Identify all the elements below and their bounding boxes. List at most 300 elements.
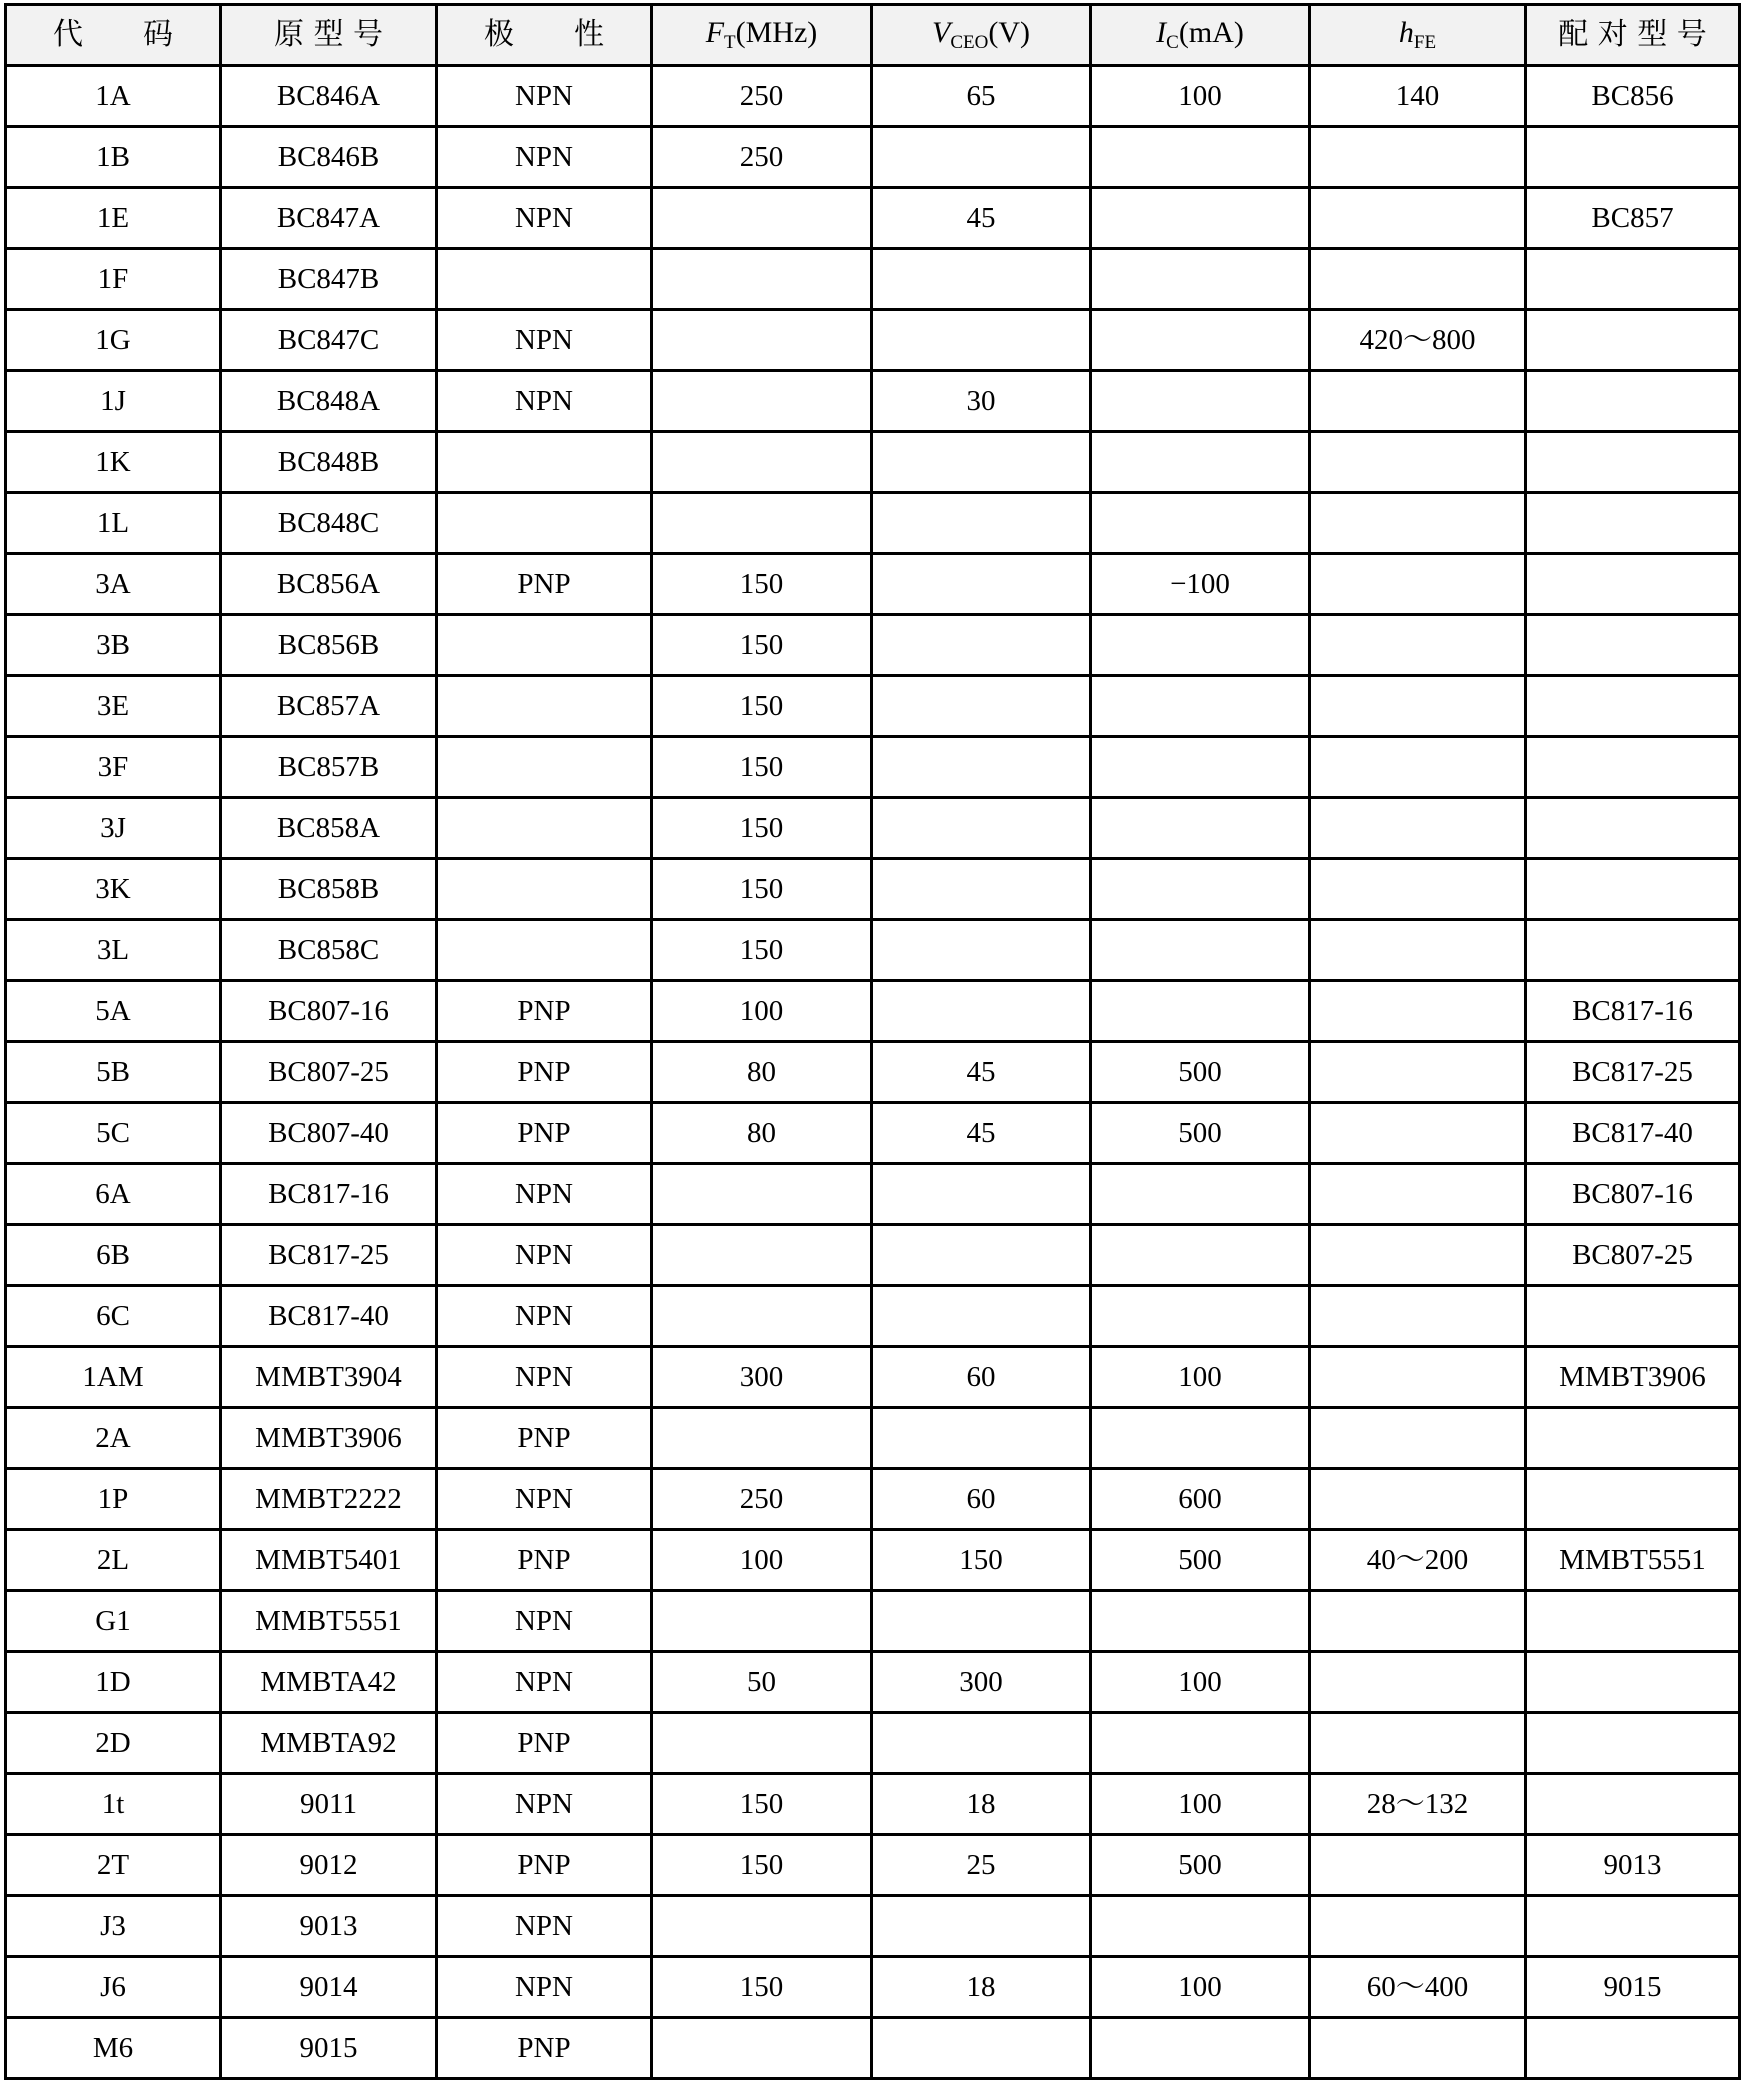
cell-hfe [1310, 2018, 1526, 2079]
cell-code: 1J [6, 371, 221, 432]
cell-vceo [872, 1896, 1091, 1957]
header-model [221, 5, 437, 66]
cell-ic [1091, 2018, 1310, 2079]
cell-code: 6C [6, 1286, 221, 1347]
header-hfe-symbol: h [1398, 16, 1414, 49]
table-row [6, 1286, 1740, 1347]
cell-hfe [1310, 1652, 1526, 1713]
cell-hfe [1310, 1591, 1526, 1652]
cell-vceo [872, 554, 1091, 615]
cell-pair [1526, 859, 1740, 920]
cell-polarity [437, 432, 652, 493]
cell-ic [1091, 432, 1310, 493]
cell-ic [1091, 1591, 1310, 1652]
cell-code: 2A [6, 1408, 221, 1469]
table-row [6, 1835, 1740, 1896]
cell-pair [1526, 615, 1740, 676]
cell-code: 3J [6, 798, 221, 859]
cell-hfe [1310, 920, 1526, 981]
cell-model: 9012 [221, 1835, 437, 1896]
cell-model: BC807-16 [221, 981, 437, 1042]
cell-pair [1526, 554, 1740, 615]
header-ft-symbol: F [705, 16, 725, 49]
table-row [6, 1591, 1740, 1652]
table-body [6, 66, 1740, 2079]
cell-polarity: NPN [437, 1774, 652, 1835]
cell-ft: 150 [652, 737, 872, 798]
cell-model: MMBT5551 [221, 1591, 437, 1652]
cell-polarity: PNP [437, 554, 652, 615]
cell-code: 2L [6, 1530, 221, 1591]
cell-polarity: NPN [437, 1957, 652, 2018]
cell-model: 9011 [221, 1774, 437, 1835]
cell-ft [652, 188, 872, 249]
table-row [6, 981, 1740, 1042]
cell-vceo [872, 737, 1091, 798]
cell-ft: 150 [652, 1774, 872, 1835]
cell-vceo: 60 [872, 1469, 1091, 1530]
table-row [6, 249, 1740, 310]
cell-ic [1091, 737, 1310, 798]
cell-pair [1526, 1713, 1740, 1774]
cell-vceo [872, 493, 1091, 554]
cell-code: 2D [6, 1713, 221, 1774]
cell-polarity: NPN [437, 66, 652, 127]
cell-ft [652, 1896, 872, 1957]
cell-hfe [1310, 737, 1526, 798]
cell-polarity: PNP [437, 2018, 652, 2079]
cell-vceo: 45 [872, 188, 1091, 249]
cell-ic: 500 [1091, 1835, 1310, 1896]
cell-ft: 150 [652, 615, 872, 676]
cell-pair: MMBT5551 [1526, 1530, 1740, 1591]
cell-polarity: NPN [437, 371, 652, 432]
cell-code: 1G [6, 310, 221, 371]
header-vceo-unit: (V) [988, 16, 1030, 49]
header-polarity-label: 极 性 [484, 17, 604, 52]
cell-hfe [1310, 1896, 1526, 1957]
cell-model: BC817-16 [221, 1164, 437, 1225]
header-ic [1091, 5, 1310, 66]
cell-vceo: 60 [872, 1347, 1091, 1408]
cell-vceo [872, 798, 1091, 859]
table-row [6, 737, 1740, 798]
cell-vceo [872, 1713, 1091, 1774]
cell-polarity [437, 920, 652, 981]
cell-ic [1091, 1408, 1310, 1469]
cell-pair [1526, 676, 1740, 737]
cell-ic: 100 [1091, 1652, 1310, 1713]
cell-model: BC848A [221, 371, 437, 432]
cell-polarity: NPN [437, 1286, 652, 1347]
cell-code: 3B [6, 615, 221, 676]
table-row [6, 1347, 1740, 1408]
cell-ic [1091, 859, 1310, 920]
table-row [6, 310, 1740, 371]
cell-ft: 100 [652, 1530, 872, 1591]
cell-polarity [437, 859, 652, 920]
cell-model: BC847B [221, 249, 437, 310]
header-vceo-subscript: CEO [950, 32, 989, 53]
cell-polarity [437, 493, 652, 554]
cell-code: 1A [6, 66, 221, 127]
cell-ic [1091, 920, 1310, 981]
cell-polarity: NPN [437, 127, 652, 188]
cell-vceo [872, 859, 1091, 920]
cell-code: 1t [6, 1774, 221, 1835]
cell-vceo: 45 [872, 1042, 1091, 1103]
cell-hfe [1310, 798, 1526, 859]
cell-pair [1526, 1469, 1740, 1530]
cell-code: 1AM [6, 1347, 221, 1408]
cell-ft [652, 1286, 872, 1347]
cell-ft: 300 [652, 1347, 872, 1408]
table-row [6, 676, 1740, 737]
cell-pair: MMBT3906 [1526, 1347, 1740, 1408]
cell-model: BC856B [221, 615, 437, 676]
cell-hfe [1310, 1835, 1526, 1896]
table-row [6, 188, 1740, 249]
header-polarity [437, 5, 652, 66]
cell-model: BC846A [221, 66, 437, 127]
cell-hfe: 140 [1310, 66, 1526, 127]
cell-vceo: 300 [872, 1652, 1091, 1713]
cell-ic: 100 [1091, 1774, 1310, 1835]
cell-hfe [1310, 371, 1526, 432]
cell-pair [1526, 493, 1740, 554]
cell-vceo [872, 249, 1091, 310]
cell-pair [1526, 1774, 1740, 1835]
cell-hfe [1310, 1347, 1526, 1408]
cell-model: MMBTA42 [221, 1652, 437, 1713]
cell-model: BC857A [221, 676, 437, 737]
table-row [6, 615, 1740, 676]
cell-vceo [872, 310, 1091, 371]
cell-model: BC858A [221, 798, 437, 859]
cell-hfe [1310, 1164, 1526, 1225]
header-ft-subscript: T [724, 32, 736, 53]
cell-code: 1F [6, 249, 221, 310]
cell-vceo [872, 432, 1091, 493]
cell-code: 3F [6, 737, 221, 798]
cell-model: 9014 [221, 1957, 437, 2018]
cell-ic [1091, 615, 1310, 676]
cell-pair: BC817-25 [1526, 1042, 1740, 1103]
cell-vceo [872, 981, 1091, 1042]
cell-vceo: 65 [872, 66, 1091, 127]
cell-ic [1091, 188, 1310, 249]
cell-ic [1091, 1225, 1310, 1286]
cell-code: 5B [6, 1042, 221, 1103]
cell-ic [1091, 249, 1310, 310]
cell-pair [1526, 371, 1740, 432]
cell-polarity: NPN [437, 1347, 652, 1408]
cell-polarity: NPN [437, 188, 652, 249]
cell-model: BC817-25 [221, 1225, 437, 1286]
header-code [6, 5, 221, 66]
cell-vceo [872, 127, 1091, 188]
cell-ft: 80 [652, 1103, 872, 1164]
cell-pair: BC817-16 [1526, 981, 1740, 1042]
table-row [6, 371, 1740, 432]
cell-ic: −100 [1091, 554, 1310, 615]
cell-pair [1526, 249, 1740, 310]
cell-ic [1091, 1713, 1310, 1774]
cell-code: 5A [6, 981, 221, 1042]
cell-hfe [1310, 1469, 1526, 1530]
cell-vceo [872, 1225, 1091, 1286]
cell-vceo [872, 920, 1091, 981]
cell-ic: 100 [1091, 1957, 1310, 2018]
cell-code: 1P [6, 1469, 221, 1530]
table-row [6, 127, 1740, 188]
cell-vceo: 18 [872, 1774, 1091, 1835]
cell-ft [652, 310, 872, 371]
cell-ft: 150 [652, 676, 872, 737]
cell-vceo [872, 615, 1091, 676]
cell-pair [1526, 310, 1740, 371]
cell-model: BC858B [221, 859, 437, 920]
cell-hfe [1310, 1408, 1526, 1469]
cell-ft: 150 [652, 859, 872, 920]
cell-code: 1E [6, 188, 221, 249]
cell-polarity [437, 249, 652, 310]
cell-ic [1091, 981, 1310, 1042]
cell-pair: BC807-16 [1526, 1164, 1740, 1225]
cell-vceo: 45 [872, 1103, 1091, 1164]
cell-code: 2T [6, 1835, 221, 1896]
cell-hfe [1310, 1042, 1526, 1103]
header-hfe [1310, 5, 1526, 66]
cell-pair [1526, 1896, 1740, 1957]
cell-ft [652, 371, 872, 432]
cell-model: BC847C [221, 310, 437, 371]
cell-ft: 100 [652, 981, 872, 1042]
cell-ft: 150 [652, 554, 872, 615]
cell-hfe: 420～800 [1310, 310, 1526, 371]
header-pair-label: 配 对 型 号 [1558, 17, 1707, 52]
table-row [6, 554, 1740, 615]
table-row [6, 432, 1740, 493]
header-ic-subscript: C [1166, 32, 1179, 53]
cell-code: 6B [6, 1225, 221, 1286]
cell-code: 1L [6, 493, 221, 554]
table-row [6, 1042, 1740, 1103]
cell-polarity: NPN [437, 310, 652, 371]
transistor-table [4, 3, 1741, 2080]
table-row [6, 859, 1740, 920]
cell-ic [1091, 493, 1310, 554]
cell-ic [1091, 1164, 1310, 1225]
cell-model: BC847A [221, 188, 437, 249]
table-row [6, 1225, 1740, 1286]
cell-model: MMBT3904 [221, 1347, 437, 1408]
cell-model: BC858C [221, 920, 437, 981]
cell-hfe [1310, 859, 1526, 920]
cell-model: MMBT2222 [221, 1469, 437, 1530]
cell-ic: 500 [1091, 1042, 1310, 1103]
cell-model: BC807-25 [221, 1042, 437, 1103]
cell-ft [652, 1408, 872, 1469]
table-row [6, 798, 1740, 859]
cell-pair [1526, 432, 1740, 493]
cell-pair [1526, 920, 1740, 981]
cell-pair [1526, 1652, 1740, 1713]
cell-ft: 50 [652, 1652, 872, 1713]
cell-hfe [1310, 615, 1526, 676]
cell-ic [1091, 1896, 1310, 1957]
cell-vceo: 25 [872, 1835, 1091, 1896]
cell-vceo [872, 1286, 1091, 1347]
cell-vceo [872, 1408, 1091, 1469]
cell-pair [1526, 737, 1740, 798]
header-ft [652, 5, 872, 66]
table-row [6, 1408, 1740, 1469]
cell-ft: 80 [652, 1042, 872, 1103]
cell-polarity [437, 737, 652, 798]
cell-model: BC856A [221, 554, 437, 615]
cell-polarity: PNP [437, 981, 652, 1042]
cell-ic [1091, 676, 1310, 737]
cell-vceo: 150 [872, 1530, 1091, 1591]
cell-vceo [872, 1591, 1091, 1652]
cell-hfe [1310, 188, 1526, 249]
header-hfe-subscript: FE [1413, 32, 1437, 53]
cell-hfe [1310, 981, 1526, 1042]
table-row [6, 493, 1740, 554]
cell-pair: BC817-40 [1526, 1103, 1740, 1164]
cell-ft [652, 1591, 872, 1652]
cell-pair: BC807-25 [1526, 1225, 1740, 1286]
cell-polarity: NPN [437, 1652, 652, 1713]
cell-model: BC857B [221, 737, 437, 798]
table-row [6, 66, 1740, 127]
cell-code: 3A [6, 554, 221, 615]
cell-polarity: PNP [437, 1530, 652, 1591]
table-row [6, 1652, 1740, 1713]
table-row [6, 1530, 1740, 1591]
header-pair [1526, 5, 1740, 66]
header-ft-unit: (MHz) [735, 16, 818, 49]
cell-ft [652, 1713, 872, 1774]
cell-model: BC807-40 [221, 1103, 437, 1164]
table-row [6, 1713, 1740, 1774]
cell-hfe [1310, 1103, 1526, 1164]
cell-model: BC848C [221, 493, 437, 554]
cell-model: BC817-40 [221, 1286, 437, 1347]
table-row [6, 1774, 1740, 1835]
cell-pair [1526, 798, 1740, 859]
cell-ic: 100 [1091, 66, 1310, 127]
cell-pair [1526, 127, 1740, 188]
cell-code: J6 [6, 1957, 221, 2018]
table-row [6, 1164, 1740, 1225]
header-vceo-symbol: V [932, 16, 951, 49]
table-row [6, 920, 1740, 981]
table-row [6, 1103, 1740, 1164]
cell-ft: 150 [652, 798, 872, 859]
cell-code: M6 [6, 2018, 221, 2079]
cell-polarity [437, 676, 652, 737]
cell-ft: 150 [652, 1835, 872, 1896]
cell-pair: 9013 [1526, 1835, 1740, 1896]
cell-code: 1B [6, 127, 221, 188]
cell-vceo: 30 [872, 371, 1091, 432]
cell-hfe [1310, 1713, 1526, 1774]
cell-ic [1091, 127, 1310, 188]
cell-polarity [437, 615, 652, 676]
cell-code: 1K [6, 432, 221, 493]
table-row [6, 1469, 1740, 1530]
cell-ft: 250 [652, 66, 872, 127]
cell-hfe: 28～132 [1310, 1774, 1526, 1835]
cell-pair: 9015 [1526, 1957, 1740, 2018]
cell-ft: 250 [652, 1469, 872, 1530]
header-ic-unit: (mA) [1178, 16, 1244, 49]
cell-hfe [1310, 1225, 1526, 1286]
cell-hfe: 40～200 [1310, 1530, 1526, 1591]
cell-hfe [1310, 493, 1526, 554]
header-code-label: 代 码 [53, 17, 173, 52]
cell-vceo: 18 [872, 1957, 1091, 2018]
cell-polarity: NPN [437, 1164, 652, 1225]
cell-polarity: PNP [437, 1408, 652, 1469]
cell-ft [652, 1225, 872, 1286]
cell-ft [652, 432, 872, 493]
cell-hfe [1310, 249, 1526, 310]
cell-vceo [872, 2018, 1091, 2079]
cell-code: 3K [6, 859, 221, 920]
cell-ft [652, 493, 872, 554]
cell-pair [1526, 1408, 1740, 1469]
cell-ft: 150 [652, 1957, 872, 2018]
cell-ft: 150 [652, 920, 872, 981]
cell-hfe [1310, 127, 1526, 188]
cell-code: J3 [6, 1896, 221, 1957]
cell-code: 1D [6, 1652, 221, 1713]
cell-polarity: NPN [437, 1225, 652, 1286]
cell-model: 9013 [221, 1896, 437, 1957]
cell-code: 3L [6, 920, 221, 981]
cell-model: MMBTA92 [221, 1713, 437, 1774]
cell-polarity: NPN [437, 1896, 652, 1957]
cell-code: G1 [6, 1591, 221, 1652]
cell-code: 5C [6, 1103, 221, 1164]
cell-polarity [437, 798, 652, 859]
cell-vceo [872, 676, 1091, 737]
header-row [6, 5, 1740, 66]
cell-ic [1091, 371, 1310, 432]
cell-model: BC846B [221, 127, 437, 188]
cell-model: MMBT3906 [221, 1408, 437, 1469]
table-row [6, 2018, 1740, 2079]
cell-polarity: PNP [437, 1713, 652, 1774]
header-vceo [872, 5, 1091, 66]
cell-ic [1091, 1286, 1310, 1347]
cell-ft [652, 2018, 872, 2079]
table-row [6, 1896, 1740, 1957]
cell-hfe [1310, 676, 1526, 737]
cell-ic: 500 [1091, 1103, 1310, 1164]
cell-pair [1526, 2018, 1740, 2079]
cell-pair [1526, 1591, 1740, 1652]
cell-ic: 600 [1091, 1469, 1310, 1530]
cell-code: 6A [6, 1164, 221, 1225]
cell-code: 3E [6, 676, 221, 737]
cell-vceo [872, 1164, 1091, 1225]
cell-pair [1526, 1286, 1740, 1347]
cell-hfe [1310, 554, 1526, 615]
